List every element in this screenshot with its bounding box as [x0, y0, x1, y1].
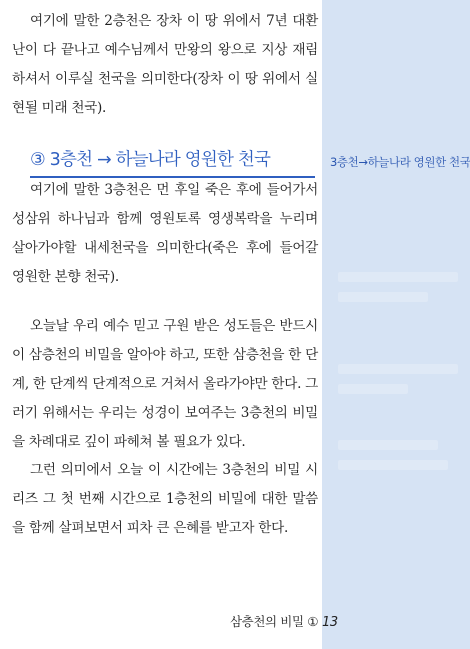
- section-heading: ③ 3층천 → 하늘나라 영원한 천국: [30, 150, 271, 170]
- sidebar-faded-text: [338, 364, 458, 374]
- sidebar-faded-text: [338, 440, 438, 450]
- sidebar-faded-text: [338, 292, 428, 302]
- running-title: 삼층천의 비밀 ①: [230, 614, 319, 629]
- sidebar-faded-text: [338, 384, 408, 394]
- sidebar-faded-text: [338, 460, 448, 470]
- margin-sidebar: [322, 0, 470, 649]
- paragraph-2nd-heaven: [12, 7, 318, 123]
- paragraph-text: 여기에 말한 3층천은 먼 후일 죽은 후에 들어가서 성삼위 하나님과 함께 영원토록 영생복락을 누리며 살아가야할 내세천국을 의미한다(죽은 후에 들어갈 영원한 본향 천국).: [12, 182, 318, 285]
- paragraph-3rd-heaven: [12, 176, 318, 292]
- page-footer: [230, 612, 338, 630]
- paragraph-conclusion: [12, 456, 318, 543]
- paragraph-text: 그런 의미에서 오늘 이 시간에는 3층천의 비밀 시리즈 그 첫 번째 시간으로 1층천의 비밀에 대한 말씀을 함께 살펴보면서 피차 큰 은혜를 받고자 한다.: [12, 462, 318, 536]
- sidebar-faded-text: [338, 272, 458, 282]
- paragraph-believers: [12, 312, 318, 457]
- paragraph-text: 여기에 말한 2층천은 장차 이 땅 위에서 7년 대환난이 다 끝나고 예수님께서 만왕의 왕으로 지상 재림하셔서 이루실 천국을 의미한다(장차 이 땅 위에서 실현될 미래 천국).: [12, 13, 318, 116]
- paragraph-text: 오늘날 우리 예수 믿고 구원 받은 성도들은 반드시 이 삼층천의 비밀을 알아야 하고, 또한 삼층천을 한 단계, 한 단계씩 단계적으로 거쳐서 올라가야만 한다. 그러기 위해서는 우리는 성경이 보여주는 3층천의 비밀을 차례대로 깊이 파헤쳐 볼 필요가 있다.: [12, 318, 318, 450]
- page-number: 13: [322, 615, 338, 630]
- sidebar-note: 3층천→하늘나라 영원한 천국: [330, 155, 470, 169]
